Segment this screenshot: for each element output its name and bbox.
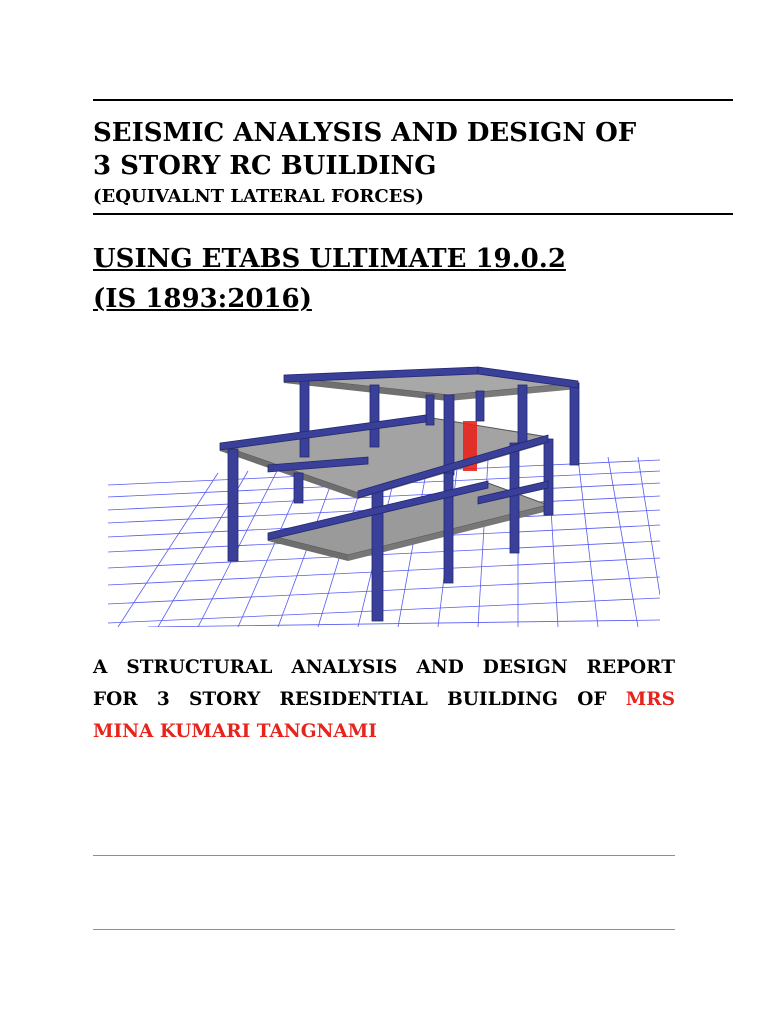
report-line-1: A STRUCTURAL ANALYSIS AND DESIGN REPORT xyxy=(93,657,675,678)
report-description xyxy=(93,652,675,748)
owner-name-part-2: MINA KUMARI TANGNAMI xyxy=(93,721,377,742)
3d-building-model-icon xyxy=(108,365,660,627)
title-line-1: SEISMIC ANALYSIS AND DESIGN OF xyxy=(93,118,637,148)
software-line-1: USING ETABS ULTIMATE 19.0.2 xyxy=(93,244,566,274)
title-subtitle: (EQUIVALNT LATERAL FORCES) xyxy=(93,186,424,207)
signature-line-1 xyxy=(93,855,675,856)
owner-name-part-1: MRS xyxy=(625,689,675,710)
software-line-2: (IS 1893:2016) xyxy=(93,284,312,314)
title-line-2: 3 STORY RC BUILDING xyxy=(93,151,437,181)
signature-line-2 xyxy=(93,929,675,930)
top-rule xyxy=(93,99,733,101)
report-line-2-prefix: FOR 3 STORY RESIDENTIAL BUILDING OF xyxy=(93,689,607,710)
subtitle-rule xyxy=(93,213,733,215)
report-line-2 xyxy=(93,684,675,716)
